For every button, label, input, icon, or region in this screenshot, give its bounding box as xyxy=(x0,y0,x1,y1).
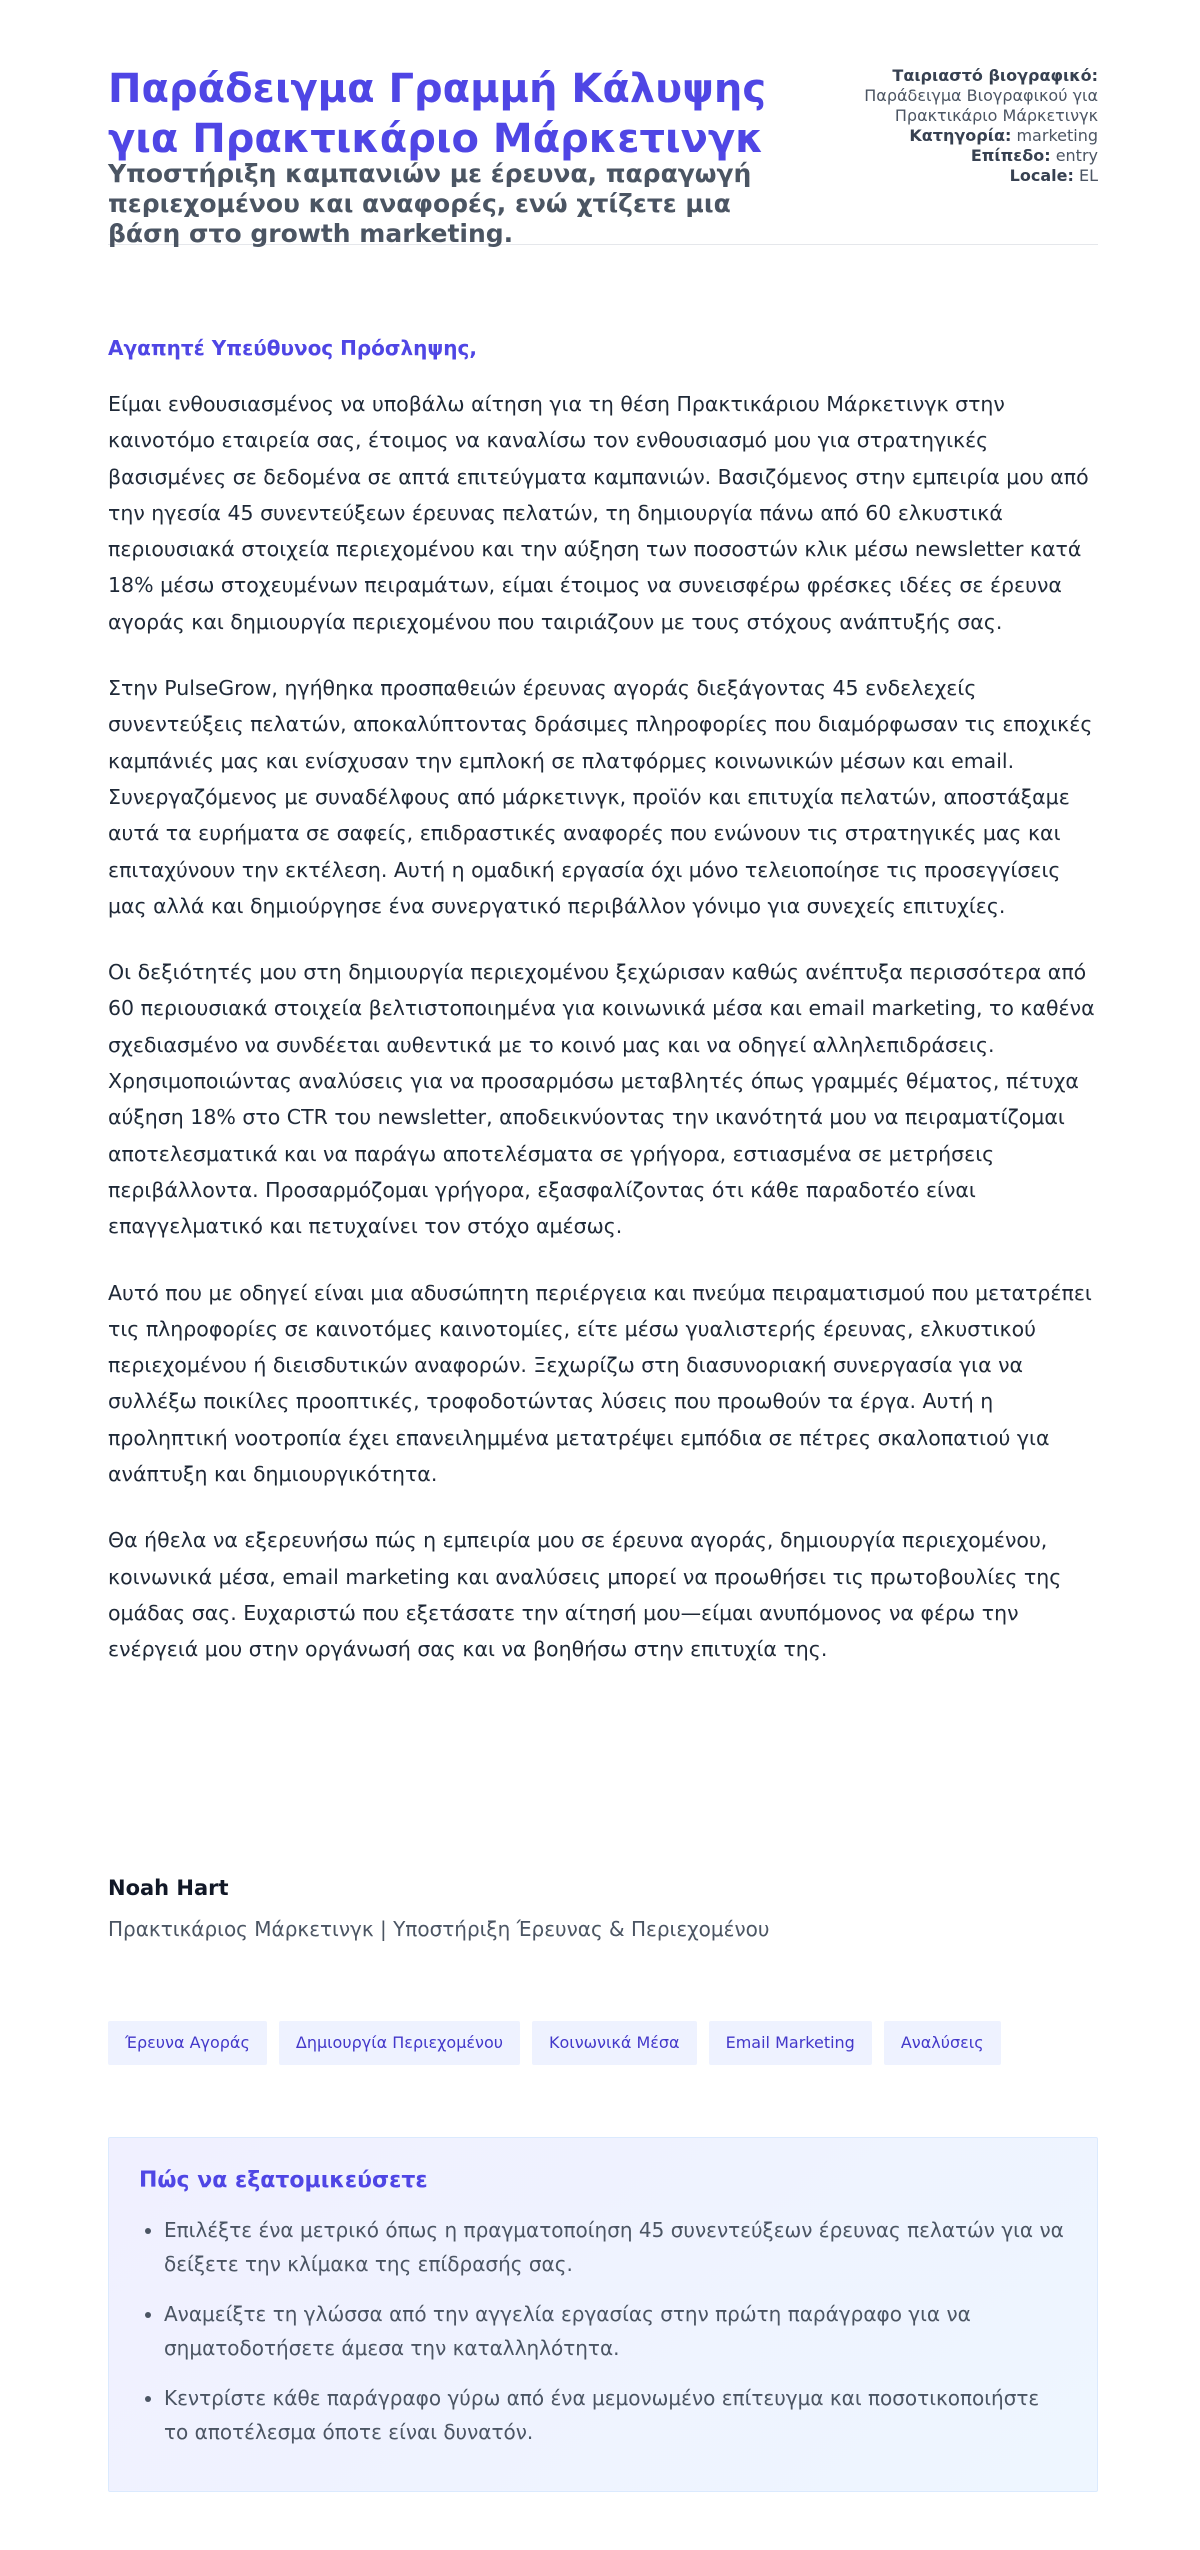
letter-paragraph: Θα ήθελα να εξερευνήσω πώς η εμπειρία μου σε έρευνα αγοράς, δημιουργία περιεχομένου, κοινωνικά μέσα, email marketing και αναλύσεις μπορεί να προωθήσει τις πρωτοβουλίες της ομάδας σας. Ευχαριστώ που εξετάσατε την αίτησή μου—είμαι ανυπόμονος να φέρω την ενέργειά μου στην οργάνωσή σας και να βοηθήσω στην επιτυχία της. xyxy=(108,1528,1062,1662)
tips-list xyxy=(139,2213,1067,2449)
letter-paragraph: Στην PulseGrow, ηγήθηκα προσπαθειών έρευνας αγοράς διεξάγοντας 45 ενδελεχείς συνεντεύξεις πελατών, αποκαλύπτοντας δράσιμες πληροφορίες που διαμόρφωσαν τις εποχικές καμπάνιές μας και ενίσχυσαν την εμπλοκή σε πλατφόρμες κοινωνικών μέσων και email. Συνεργαζόμενος με συναδέλφους από μάρκετινγκ, προϊόν και επιτυχία πελατών, αποστάξαμε αυτά τα ευρήματα σε σαφείς, επιδραστικές αναφορές που ενώνουν τις στρατηγικές μας και επιταχύνουν την εκτέλεση. Αυτή η ομαδική εργασία όχι μόνο τελειοποίησε τις προσεγγίσεις μας αλλά και δημιούργησε ένα συνεργατικό περιβάλλον γόνιμο για συνεχείς επιτυχίες. xyxy=(108,676,1093,918)
skill-tags xyxy=(108,2021,1001,2065)
tip-item: • Κεντρίστε κάθε παράγραφο γύρω από ένα μεμονωμένο επίτευγμα και ποσοτικοποιήστε το αποτέλεσμα όποτε είναι δυνατόν. xyxy=(164,2381,1067,2449)
customization-tips-box xyxy=(108,2137,1098,2492)
skill-tag: Δημιουργία Περιεχομένου xyxy=(279,2021,520,2065)
signature-name: Noah Hart xyxy=(108,1876,229,1900)
meta-locale-value: EL xyxy=(1078,166,1098,185)
meta-match-label: Ταιριαστό βιογραφικό: xyxy=(892,66,1098,85)
meta-locale xyxy=(798,166,1098,186)
meta-level xyxy=(798,146,1098,166)
letter-body xyxy=(108,386,1100,1698)
meta-panel xyxy=(798,66,1098,186)
meta-category-value: marketing xyxy=(1016,126,1098,145)
meta-level-value: entry xyxy=(1055,146,1098,165)
skill-tag: Αναλύσεις xyxy=(884,2021,1001,2065)
tips-title: Πώς να εξατομικεύσετε xyxy=(139,2168,428,2193)
letter-salutation: Αγαπητέ Υπεύθυνος Πρόσληψης, xyxy=(108,336,477,360)
page-header xyxy=(108,64,1098,248)
letter-paragraph: Αυτό που με οδηγεί είναι μια αδυσώπητη περιέργεια και πνεύμα πειραματισμού που μετατρέπει τις πληροφορίες σε καινοτόμες καινοτομίες, είτε μέσω γυαλιστερής έρευνας, ελκυστικού περιεχομένου ή διεισδυτικών αναφορών. Ξεχωρίζω στη διασυνοριακή συνεργασία για να συλλέξω ποικίλες προοπτικές, τροφοδοτώντας λύσεις που προωθούν τα έργα. Αυτή η προληπτική νοοτροπία έχει επανειλημμένα μετατρέψει εμπόδια σε πέτρες σκαλοπατιού για ανάπτυξη και δημιουργικότητα. xyxy=(108,1280,1092,1487)
page-subtitle: Υποστήριξη καμπανιών με έρευνα, παραγωγή περιεχομένου και αναφορές, ενώ χτίζετε μια βάση στο growth marketing. xyxy=(108,159,752,248)
meta-level-label: Επίπεδο: xyxy=(970,146,1051,165)
meta-category xyxy=(798,126,1098,146)
skill-tag: Κοινωνικά Μέσα xyxy=(532,2021,697,2065)
meta-category-label: Κατηγορία: xyxy=(909,126,1012,145)
signature-role: Πρακτικάριος Μάρκετινγκ | Υποστήριξη Έρευνας & Περιεχομένου xyxy=(108,1917,770,1941)
skill-tag: Email Marketing xyxy=(709,2021,872,2065)
meta-locale-label: Locale: xyxy=(1009,166,1074,185)
meta-match-value: Παράδειγμα Βιογραφικού για Πρακτικάριο Μάρκετινγκ xyxy=(864,86,1098,125)
page-title: Παράδειγμα Γραμμή Κάλυψης για Πρακτικάριο Μάρκετινγκ xyxy=(108,66,767,162)
letter-paragraph: Οι δεξιότητές μου στη δημιουργία περιεχομένου ξεχώρισαν καθώς ανέπτυξα περισσότερα από 60 περιουσιακά στοιχεία βελτιστοποιημένα για κοινωνικά μέσα και email marketing, το καθένα σχεδιασμένο να συνδέεται αυθεντικά με το κοινό μας και να οδηγεί αλληλεπιδράσεις. Χρησιμοποιώντας αναλύσεις για να προσαρμόσω μεταβλητές όπως γραμμές θέματος, πέτυχα αύξηση 18% στο CTR του newsletter, αποδεικνύοντας την ικανότητά μου να πειραματίζομαι αποτελεσματικά και να παράγω αποτελέσματα σε γρήγορα, εστιασμένα σε μετρήσεις περιβάλλοντα. Προσαρμόζομαι γρήγορα, εξασφαλίζοντας ότι κάθε παραδοτέο είναι επαγγελματικό και πετυχαίνει τον στόχο αμέσως. xyxy=(108,960,1095,1239)
skill-tag: Έρευνα Αγοράς xyxy=(108,2021,267,2065)
cover-letter-page xyxy=(108,64,1098,2444)
letter-paragraph: Είμαι ενθουσιασμένος να υποβάλω αίτηση για τη θέση Πρακτικάριου Μάρκετινγκ στην καινοτόμο εταιρεία σας, έτοιμος να καναλίσω τον ενθουσιασμό μου για στρατηγικές βασισμένες σε δεδομένα σε απτά επιτεύγματα καμπανιών. Βασιζόμενος στην εμπειρία μου από την ηγεσία 45 συνεντεύξεων έρευνας πελατών, τη δημιουργία πάνω από 60 ελκυστικά περιουσιακά στοιχεία περιεχομένου και την αύξηση των ποσοστών κλικ μέσω newsletter κατά 18% μέσω στοχευμένων πειραμάτων, είμαι έτοιμος να συνεισφέρω φρέσκες ιδέες σε έρευνα αγοράς και δημιουργία περιεχομένου που ταιριάζουν με τους στόχους ανάπτυξής σας. xyxy=(108,392,1089,634)
tip-item: • Επιλέξτε ένα μετρικό όπως η πραγματοποίηση 45 συνεντεύξεων έρευνας πελατών για να δείξετε την κλίμακα της επίδρασής σας. xyxy=(164,2213,1067,2281)
tip-item: • Αναμείξτε τη γλώσσα από την αγγελία εργασίας στην πρώτη παράγραφο για να σηματοδοτήσετε άμεσα την καταλληλότητα. xyxy=(164,2297,1067,2365)
meta-match xyxy=(798,66,1098,86)
